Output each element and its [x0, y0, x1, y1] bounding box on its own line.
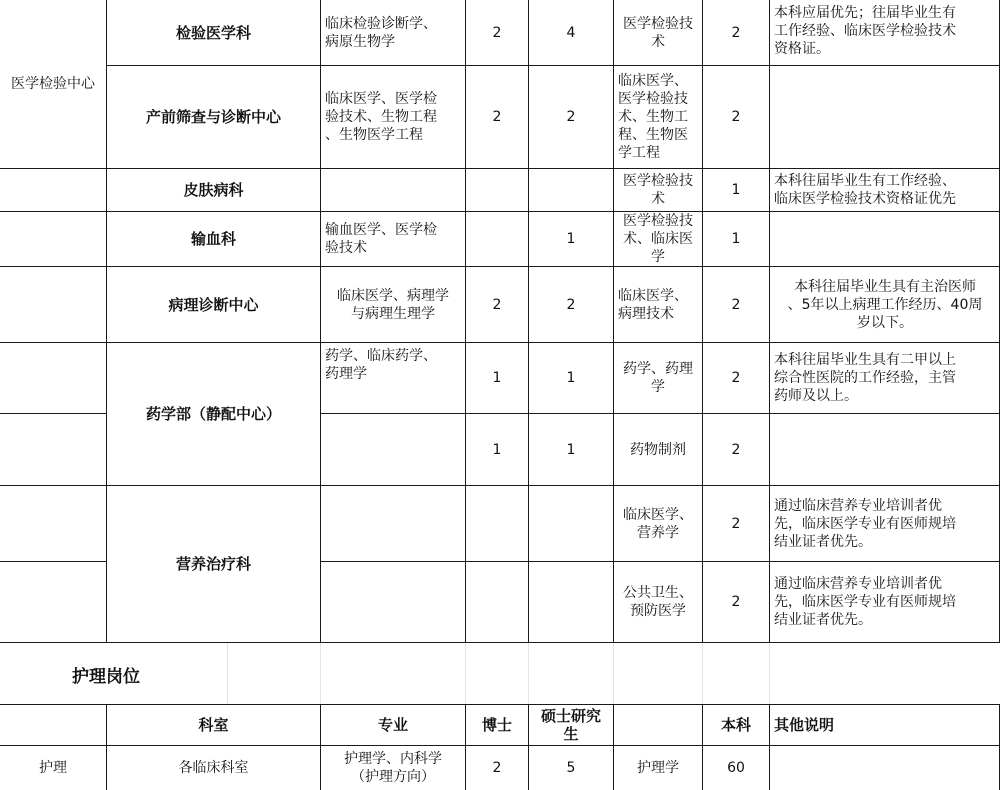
master-cell: 4 [566, 24, 576, 41]
grid-line [106, 704, 107, 790]
sheet-gridline [613, 643, 614, 704]
major-cell: 输血医学、医学检 验技术 [325, 222, 437, 256]
header-dept-cell: 科室 [198, 716, 229, 734]
grid-line [0, 642, 1000, 643]
dept-cell: 输血科 [190, 230, 236, 248]
header-master-cell: 硕士研究 生 [540, 707, 601, 743]
grid-line [0, 745, 1000, 746]
phd-cell: 2 [492, 24, 502, 41]
bachelor-cell: 2 [731, 370, 741, 386]
dept-cell: 皮肤病科 [183, 181, 244, 199]
bachelor-cell: 2 [731, 441, 741, 458]
grid-line [0, 266, 1000, 267]
phd-cell [466, 212, 528, 266]
bachelor-major-cell: 临床医学、 医学检验技 术、生物工 程、生物医 学工程 [618, 73, 688, 161]
phd-cell: 1 [492, 370, 502, 386]
bachelor-cell: 60 [727, 760, 745, 776]
master-cell [529, 486, 613, 561]
master-cell [529, 562, 613, 642]
notes-cell: 本科往届毕业生有工作经验、 临床医学检验技术资格证优先 [774, 173, 956, 207]
master-cell: 1 [566, 441, 576, 458]
dept-cell: 产前筛查与诊断中心 [145, 108, 281, 126]
bachelor-major-cell: 公共卫生、 预防医学 [623, 585, 693, 619]
major-cell: 药学、临床药学、 药理学 [325, 348, 437, 382]
sheet-gridline [465, 643, 466, 704]
grid-line [465, 0, 466, 642]
grid-line [320, 413, 1000, 414]
center-cell: 医学检验中心 [11, 76, 95, 92]
bachelor-major-cell: 医学检验技 术 [623, 173, 693, 207]
header-phd-cell: 博士 [481, 716, 512, 734]
grid-line [320, 0, 321, 642]
grid-line [702, 0, 703, 642]
major-cell [321, 414, 465, 485]
master-cell [529, 169, 613, 211]
header-notes-cell: 其他说明 [774, 716, 835, 734]
bachelor-cell: 2 [731, 24, 741, 41]
grid-line [106, 65, 1000, 66]
dept-cell: 营养治疗科 [175, 555, 251, 573]
bachelor-major-cell: 护理学 [637, 760, 679, 776]
bachelor-cell: 1 [731, 231, 741, 247]
master-cell: 1 [566, 370, 576, 386]
major-cell [321, 486, 465, 561]
grid-line [769, 704, 770, 790]
bachelor-major-cell: 临床医学、 营养学 [623, 506, 693, 541]
major-cell [321, 562, 465, 642]
notes-cell [770, 66, 1000, 168]
phd-cell: 2 [492, 296, 502, 313]
bachelor-major-cell: 临床医学、 病理技术 [618, 287, 688, 322]
master-cell: 1 [566, 231, 576, 247]
dept-cell: 检验医学科 [175, 23, 251, 42]
nursing-section-heading: 护理岗位 [72, 667, 140, 687]
grid-line [0, 342, 1000, 343]
grid-line [613, 0, 614, 642]
notes-cell: 通过临床营养专业培训者优 先，临床医学专业有医师规培 结业证者优先。 [774, 497, 956, 550]
bachelor-major-cell: 医学检验技 术 [623, 15, 693, 50]
master-cell: 5 [566, 760, 576, 776]
grid-line [320, 561, 1000, 562]
bachelor-cell: 2 [731, 515, 741, 532]
grid-line [702, 704, 703, 790]
notes-cell: 通过临床营养专业培训者优 先，临床医学专业有医师规培 结业证者优先。 [774, 576, 956, 628]
phd-cell [466, 486, 528, 561]
dept-cell: 药学部（静配中心） [145, 405, 281, 423]
dept-cell: 病理诊断中心 [168, 295, 259, 314]
sheet-gridline [769, 643, 770, 704]
notes-cell [770, 414, 1000, 485]
category-cell: 护理 [39, 760, 67, 776]
phd-cell: 1 [492, 441, 502, 458]
sheet-gridline [528, 643, 529, 704]
sheet-gridline [702, 643, 703, 704]
header-bachelor-cell: 本科 [720, 716, 751, 734]
grid-line [465, 704, 466, 790]
grid-line [613, 704, 614, 790]
notes-cell [770, 746, 1000, 790]
phd-cell: 2 [492, 760, 502, 776]
notes-cell: 本科往届毕业生具有主治医师 、5年以上病理工作经历、40周 岁以下。 [787, 278, 983, 331]
bachelor-cell: 2 [731, 594, 741, 610]
grid-line [528, 0, 529, 642]
major-cell [321, 169, 465, 211]
grid-line [320, 704, 321, 790]
grid-line [769, 0, 770, 642]
grid-line [0, 561, 106, 562]
phd-cell [466, 169, 528, 211]
phd-cell: 2 [492, 109, 502, 125]
bachelor-major-cell: 药学、药理 学 [623, 361, 693, 395]
major-cell: 临床检验诊断学、 病原生物学 [325, 15, 437, 50]
notes-cell [770, 212, 1000, 266]
header-category-cell [0, 705, 106, 745]
header-major-cell: 专业 [377, 716, 408, 734]
phd-cell [466, 562, 528, 642]
bachelor-cell: 2 [731, 296, 741, 313]
notes-cell: 本科应届优先；往届毕业生有 工作经验、临床医学检验技术 资格证。 [774, 5, 956, 57]
major-cell: 临床医学、病理学 与病理生理学 [337, 287, 449, 322]
grid-line [0, 168, 1000, 169]
grid-line [528, 704, 529, 790]
notes-cell: 本科往届毕业生具有二甲以上 综合性医院的工作经验，主管 药师及以上。 [774, 352, 956, 404]
sheet-gridline [320, 643, 321, 704]
grid-line [0, 485, 1000, 486]
bachelor-cell: 1 [731, 182, 741, 198]
header-bachelor-major-cell [614, 705, 702, 745]
major-cell: 临床医学、医学检 验技术、生物工程 、生物医学工程 [325, 91, 437, 143]
dept-cell: 各临床科室 [178, 760, 249, 776]
sheet-gridline [227, 643, 228, 704]
bachelor-major-cell: 医学检验技 术、临床医 学 [623, 213, 693, 265]
bachelor-cell: 2 [731, 109, 741, 125]
grid-line [0, 704, 1000, 705]
grid-line [0, 413, 106, 414]
master-cell: 2 [566, 109, 576, 125]
grid-line [106, 0, 107, 642]
bachelor-major-cell: 药物制剂 [630, 441, 686, 458]
master-cell: 2 [566, 296, 576, 313]
major-cell: 护理学、内科学 （护理方向） [344, 751, 442, 785]
grid-line [0, 211, 1000, 212]
